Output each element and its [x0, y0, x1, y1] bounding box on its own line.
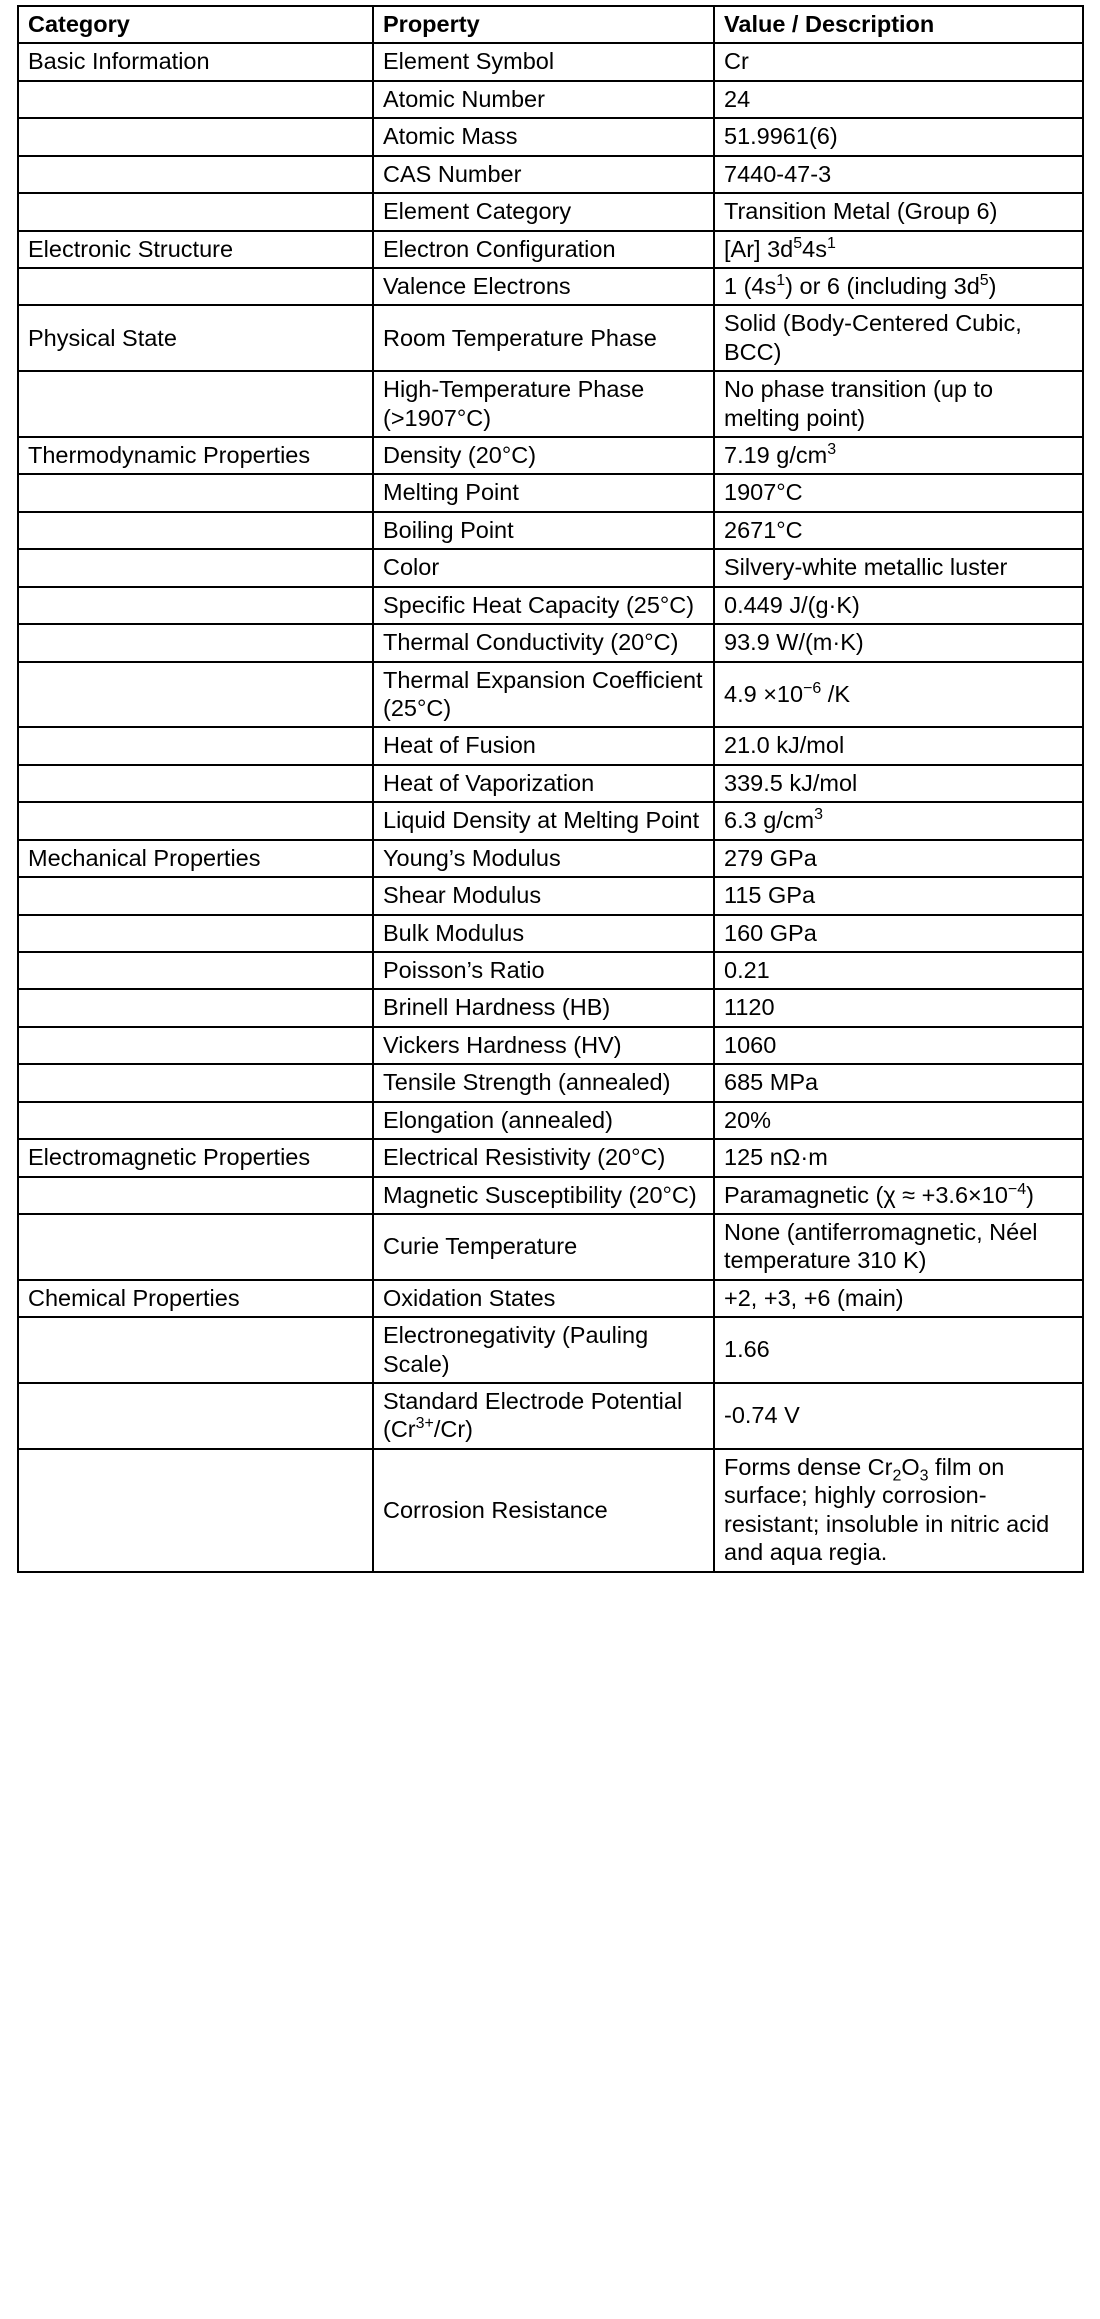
category-cell-empty: [18, 1064, 373, 1101]
category-cell-empty: [18, 156, 373, 193]
category-cell: Physical State: [18, 305, 373, 371]
property-cell: Poisson’s Ratio: [373, 952, 714, 989]
category-cell-empty: [18, 727, 373, 764]
property-cell: Atomic Number: [373, 81, 714, 118]
table-row: [18, 305, 1083, 371]
element-properties-table: [17, 5, 1084, 1573]
column-header-property: Property: [373, 6, 714, 43]
property-cell: Tensile Strength (annealed): [373, 1064, 714, 1101]
value-cell: 51.9961(6): [714, 118, 1083, 155]
category-cell-empty: [18, 802, 373, 839]
value-cell: Transition Metal (Group 6): [714, 193, 1083, 230]
category-cell-empty: [18, 587, 373, 624]
property-cell: Specific Heat Capacity (25°C): [373, 587, 714, 624]
table-row: [18, 624, 1083, 661]
property-cell: Color: [373, 549, 714, 586]
table-row: [18, 587, 1083, 624]
property-cell: Valence Electrons: [373, 268, 714, 305]
category-cell-empty: [18, 989, 373, 1026]
property-cell: Thermal Conductivity (20°C): [373, 624, 714, 661]
value-cell: 1.66: [714, 1317, 1083, 1383]
property-cell: Element Symbol: [373, 43, 714, 80]
category-cell: Mechanical Properties: [18, 840, 373, 877]
table-row: [18, 231, 1083, 268]
value-cell: +2, +3, +6 (main): [714, 1280, 1083, 1317]
table-row: [18, 1064, 1083, 1101]
table-row: [18, 989, 1083, 1026]
property-cell: Element Category: [373, 193, 714, 230]
category-cell-empty: [18, 952, 373, 989]
category-cell-empty: [18, 1177, 373, 1214]
category-cell-empty: [18, 474, 373, 511]
category-cell: Chemical Properties: [18, 1280, 373, 1317]
category-cell: Electromagnetic Properties: [18, 1139, 373, 1176]
category-cell: Basic Information: [18, 43, 373, 80]
value-cell: 160 GPa: [714, 915, 1083, 952]
category-cell-empty: [18, 765, 373, 802]
property-cell: Atomic Mass: [373, 118, 714, 155]
property-cell: Boiling Point: [373, 512, 714, 549]
category-cell-empty: [18, 915, 373, 952]
table-row: [18, 512, 1083, 549]
property-cell: Thermal Expansion Coefficient (25°C): [373, 662, 714, 728]
category-cell-empty: [18, 268, 373, 305]
table-header: [18, 6, 1083, 43]
category-cell-empty: [18, 193, 373, 230]
table-row: [18, 840, 1083, 877]
column-header-value: Value / Description: [714, 6, 1083, 43]
table-row: [18, 1102, 1083, 1139]
value-cell: Solid (Body-Centered Cubic, BCC): [714, 305, 1083, 371]
property-cell: Melting Point: [373, 474, 714, 511]
property-cell: Electron Configuration: [373, 231, 714, 268]
table-row: [18, 43, 1083, 80]
table-row: [18, 1139, 1083, 1176]
category-cell-empty: [18, 877, 373, 914]
property-cell: CAS Number: [373, 156, 714, 193]
value-cell: 2671°C: [714, 512, 1083, 549]
table-row: [18, 549, 1083, 586]
table-row: [18, 1027, 1083, 1064]
table-row: [18, 1317, 1083, 1383]
property-cell: High-Temperature Phase (>1907°C): [373, 371, 714, 437]
property-cell: Young’s Modulus: [373, 840, 714, 877]
value-cell: 339.5 kJ/mol: [714, 765, 1083, 802]
value-cell: 1120: [714, 989, 1083, 1026]
value-cell: 24: [714, 81, 1083, 118]
table-row: [18, 765, 1083, 802]
value-cell: -0.74 V: [714, 1383, 1083, 1449]
value-cell: 685 MPa: [714, 1064, 1083, 1101]
property-cell: Brinell Hardness (HB): [373, 989, 714, 1026]
value-cell: 0.21: [714, 952, 1083, 989]
table-row: [18, 437, 1083, 474]
value-cell: 0.449 J/(g·K): [714, 587, 1083, 624]
category-cell-empty: [18, 512, 373, 549]
table-row: [18, 1449, 1083, 1572]
value-cell: 93.9 W/(m·K): [714, 624, 1083, 661]
table-row: [18, 193, 1083, 230]
value-cell: 1 $(4s^1)$ or 6 (including $3d^5$): [714, 268, 1083, 305]
value-cell: $4.9 \times 10^{-6}$ /K: [714, 662, 1083, 728]
property-cell: Elongation (annealed): [373, 1102, 714, 1139]
property-cell: Corrosion Resistance: [373, 1449, 714, 1572]
property-cell: Bulk Modulus: [373, 915, 714, 952]
value-cell: [Ar] $3d^54s^1$: [714, 231, 1083, 268]
table-row: [18, 662, 1083, 728]
table-row: [18, 371, 1083, 437]
value-cell: Forms dense $Cr_2O_3$ film on surface; highly corrosion-resistant; insoluble in nitric acid and aqua regia.: [714, 1449, 1083, 1572]
value-cell: 125 nΩ·m: [714, 1139, 1083, 1176]
value-cell: None (antiferromagnetic, Néel temperature 310 K): [714, 1214, 1083, 1280]
category-cell-empty: [18, 624, 373, 661]
value-cell: 7440-47-3: [714, 156, 1083, 193]
table-row: [18, 156, 1083, 193]
table-row: [18, 474, 1083, 511]
property-cell: Shear Modulus: [373, 877, 714, 914]
category-cell-empty: [18, 1449, 373, 1572]
category-cell-empty: [18, 1383, 373, 1449]
value-cell: 7.19 $g/cm^3$: [714, 437, 1083, 474]
table-row: [18, 1214, 1083, 1280]
category-cell-empty: [18, 662, 373, 728]
table-header-row: [18, 6, 1083, 43]
property-cell: Electrical Resistivity (20°C): [373, 1139, 714, 1176]
table-row: [18, 118, 1083, 155]
table-row: [18, 802, 1083, 839]
table-row: [18, 952, 1083, 989]
value-cell: 21.0 kJ/mol: [714, 727, 1083, 764]
table-row: [18, 81, 1083, 118]
value-cell: 20%: [714, 1102, 1083, 1139]
value-cell: 6.3 $g/cm^3$: [714, 802, 1083, 839]
property-cell: Heat of Fusion: [373, 727, 714, 764]
category-cell-empty: [18, 1214, 373, 1280]
property-cell: Standard Electrode Potential $(Cr^{3+}/Cr)$: [373, 1383, 714, 1449]
table-row: [18, 1177, 1083, 1214]
table-body: [18, 43, 1083, 1571]
category-cell-empty: [18, 549, 373, 586]
property-cell: Density (20°C): [373, 437, 714, 474]
category-cell-empty: [18, 1027, 373, 1064]
property-cell: Room Temperature Phase: [373, 305, 714, 371]
table-row: [18, 727, 1083, 764]
category-cell-empty: [18, 371, 373, 437]
category-cell-empty: [18, 1102, 373, 1139]
value-cell: 1907°C: [714, 474, 1083, 511]
property-cell: Liquid Density at Melting Point: [373, 802, 714, 839]
value-cell: 1060: [714, 1027, 1083, 1064]
table-row: [18, 877, 1083, 914]
value-cell: Silvery-white metallic luster: [714, 549, 1083, 586]
category-cell: Thermodynamic Properties: [18, 437, 373, 474]
property-cell: Magnetic Susceptibility (20°C): [373, 1177, 714, 1214]
property-cell: Heat of Vaporization: [373, 765, 714, 802]
table-row: [18, 268, 1083, 305]
category-cell-empty: [18, 118, 373, 155]
property-cell: Curie Temperature: [373, 1214, 714, 1280]
value-cell: 279 GPa: [714, 840, 1083, 877]
property-cell: Electronegativity (Pauling Scale): [373, 1317, 714, 1383]
property-cell: Oxidation States: [373, 1280, 714, 1317]
value-cell: Cr: [714, 43, 1083, 80]
table-row: [18, 1383, 1083, 1449]
category-cell: Electronic Structure: [18, 231, 373, 268]
value-cell: Paramagnetic $(\chi \approx +3.6\times 10^{-4})$: [714, 1177, 1083, 1214]
column-header-category: Category: [18, 6, 373, 43]
value-cell: No phase transition (up to melting point): [714, 371, 1083, 437]
property-cell: Vickers Hardness (HV): [373, 1027, 714, 1064]
category-cell-empty: [18, 1317, 373, 1383]
table-row: [18, 1280, 1083, 1317]
category-cell-empty: [18, 81, 373, 118]
value-cell: 115 GPa: [714, 877, 1083, 914]
table-row: [18, 915, 1083, 952]
